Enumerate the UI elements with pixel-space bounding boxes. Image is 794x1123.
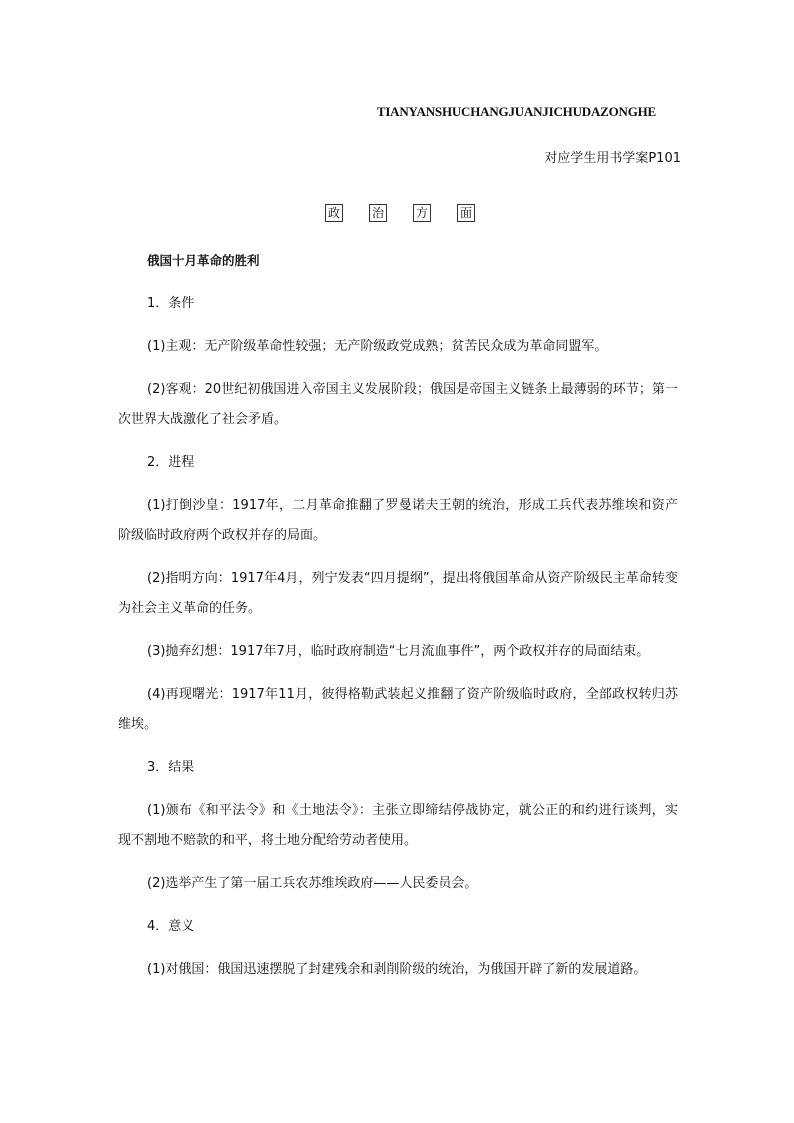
section-title-char: 政 <box>325 204 343 222</box>
header-page-reference: 对应学生用书学案P101 <box>544 151 681 166</box>
paragraph: (4)再现曙光：1917年11月，彼得格勒武装起义推翻了资产阶级临时政府，全部政权转归苏维埃。 <box>118 687 678 732</box>
paragraph: (2)客观：20世纪初俄国进入帝国主义发展阶段；俄国是帝国主义链条上最薄弱的环节；第一次世界大战激化了社会矛盾。 <box>118 382 678 427</box>
header-latin-title: TIANYANSHUCHANGJUANJICHUDAZONGHE <box>376 104 656 119</box>
document-body <box>118 246 678 998</box>
subsection-heading-results: 3．结果 <box>147 760 195 775</box>
section-title-char: 治 <box>369 204 387 222</box>
subsection-heading-process: 2．进程 <box>147 455 195 470</box>
section-title <box>325 204 475 222</box>
paragraph: (2)指明方向：1917年4月，列宁发表“四月提纲”，提出将俄国革命从资产阶级民主革命转变为社会主义革命的任务。 <box>118 571 678 616</box>
paragraph: (1)打倒沙皇：1917年，二月革命推翻了罗曼诺夫王朝的统治，形成工兵代表苏维埃和资产阶级临时政府两个政权并存的局面。 <box>118 498 678 543</box>
paragraph: (1)对俄国：俄国迅速摆脱了封建残余和剥削阶级的统治，为俄国开辟了新的发展道路。 <box>147 962 647 977</box>
paragraph: (3)抛弃幻想：1917年7月，临时政府制造“七月流血事件”，两个政权并存的局面结束。 <box>147 644 650 659</box>
section-title-char: 面 <box>457 204 475 222</box>
paragraph: (2)选举产生了第一届工兵农苏维埃政府——人民委员会。 <box>147 876 478 891</box>
subsection-heading-significance: 4．意义 <box>147 919 195 934</box>
paragraph: (1)主观：无产阶级革命性较强；无产阶级政党成熟；贫苦民众成为革命同盟军。 <box>147 339 608 354</box>
subsection-heading-conditions: 1．条件 <box>147 296 195 311</box>
paragraph: (1)颁布《和平法令》和《土地法令》：主张立即缔结停战协定，就公正的和约进行谈判，实现不割地不赔款的和平，将土地分配给劳动者使用。 <box>118 803 678 848</box>
section-title-char: 方 <box>413 204 431 222</box>
topic-heading: 俄国十月革命的胜利 <box>147 253 260 268</box>
